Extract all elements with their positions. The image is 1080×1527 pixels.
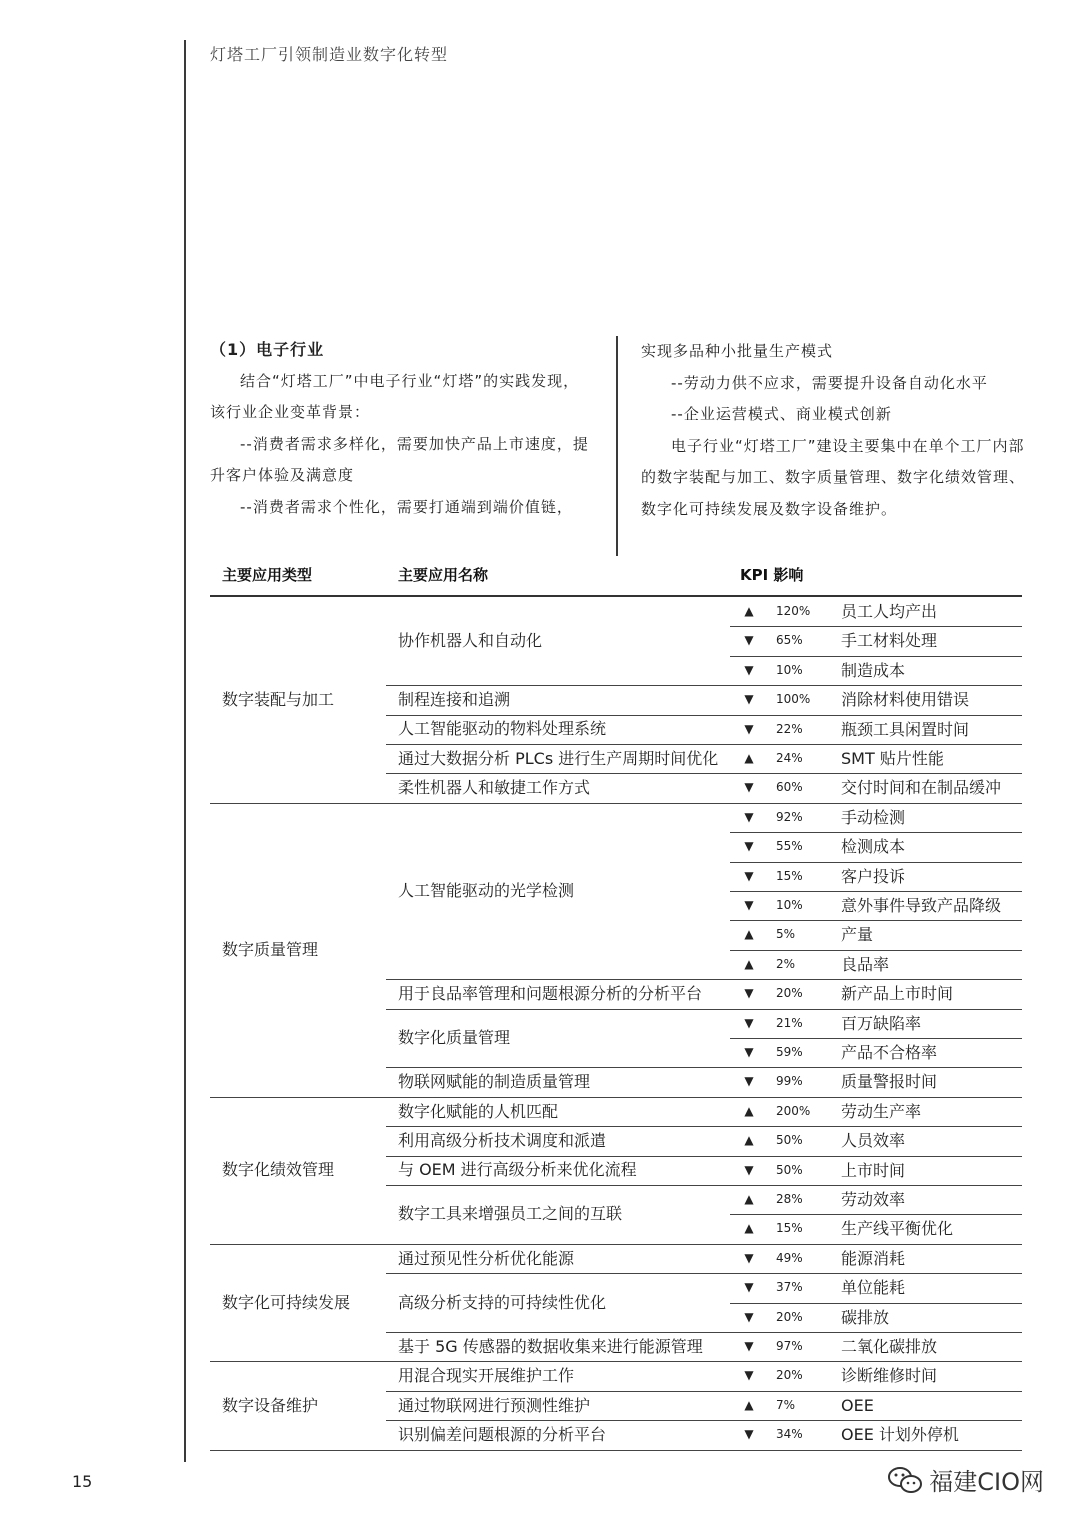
application-name: 柔性机器人和敏捷工作方式 — [398, 778, 591, 798]
up-arrow-icon: ▲ — [744, 604, 754, 618]
kpi-percent: 49% — [776, 1250, 803, 1265]
application-type: 数字质量管理 — [222, 939, 319, 959]
down-arrow-icon: ▼ — [744, 1280, 754, 1295]
running-header-title: 灯塔工厂引领制造业数字化转型 — [210, 45, 449, 64]
application-name: 用混合现实开展维护工作 — [398, 1366, 575, 1386]
application-name: 通过物联网进行预测性维护 — [398, 1395, 591, 1415]
kpi-percent: 24% — [776, 751, 803, 765]
kpi-name: 产量 — [841, 925, 874, 945]
application-row-divider — [386, 715, 1022, 716]
application-name: 人工智能驱动的光学检测 — [398, 881, 575, 900]
table-header — [210, 564, 1022, 594]
down-arrow-icon: ▼ — [744, 692, 754, 707]
kpi-name: 制造成本 — [841, 660, 906, 680]
kpi-percent: 20% — [776, 1309, 803, 1324]
application-name: 物联网赋能的制造质量管理 — [398, 1072, 591, 1092]
down-arrow-icon: ▼ — [744, 809, 754, 824]
kpi-name: 手动检测 — [841, 807, 906, 827]
application-name: 高级分析支持的可持续性优化 — [398, 1292, 607, 1312]
kpi-percent: 15% — [776, 868, 803, 883]
down-arrow-icon: ▼ — [744, 868, 754, 883]
kpi-percent: 60% — [776, 780, 803, 795]
application-row-divider — [386, 979, 1022, 980]
paragraph: --消费者需求个性化，需要打通端到端价值链， — [240, 497, 573, 516]
kpi-row — [210, 1009, 1022, 1038]
kpi-percent: 7% — [776, 1397, 796, 1412]
up-arrow-icon: ▲ — [744, 927, 754, 942]
paragraph: --消费者需求多样化，需要加快产品上市速度，提升客户体验及满意度 — [210, 434, 589, 484]
column-header-app: 主要应用名称 — [398, 566, 489, 584]
kpi-name: 客户投诉 — [841, 866, 906, 886]
kpi-name: 新产品上市时间 — [841, 984, 954, 1004]
kpi-percent: 97% — [776, 1339, 803, 1353]
kpi-percent: 99% — [776, 1074, 803, 1089]
column-header-kpi: KPI 影响 — [740, 566, 804, 584]
down-arrow-icon: ▼ — [744, 1309, 754, 1324]
kpi-name: 检测成本 — [841, 837, 906, 857]
kpi-row — [210, 597, 1022, 626]
type-group-divider — [210, 1097, 1022, 1098]
kpi-percent: 50% — [776, 1133, 803, 1148]
kpi-name: 碳排放 — [841, 1307, 890, 1327]
column-header-type: 主要应用类型 — [222, 566, 313, 584]
kpi-percent: 20% — [776, 1368, 803, 1383]
kpi-row — [210, 773, 1022, 802]
kpi-name: 诊断维修时间 — [841, 1366, 938, 1386]
application-type: 数字设备维护 — [222, 1395, 319, 1415]
up-arrow-icon: ▲ — [744, 1221, 754, 1236]
kpi-name: 上市时间 — [841, 1160, 906, 1180]
application-row-divider — [386, 1009, 1022, 1010]
application-name: 通过预见性分析优化能源 — [398, 1248, 575, 1268]
kpi-row — [210, 626, 1022, 655]
kpi-name: 能源消耗 — [841, 1248, 906, 1268]
application-row-divider — [386, 1391, 1022, 1392]
application-type: 数字装配与加工 — [222, 689, 335, 709]
application-type: 数字化可持续发展 — [222, 1292, 351, 1312]
section-title: （1）电子行业 — [210, 340, 325, 359]
down-arrow-icon: ▼ — [744, 898, 754, 912]
application-row-divider — [386, 744, 1022, 745]
kpi-name: 意外事件导致产品降级 — [841, 896, 1002, 915]
kpi-percent: 5% — [776, 927, 796, 942]
application-row-divider — [386, 1273, 1022, 1274]
kpi-name: 劳动效率 — [841, 1190, 906, 1209]
application-row-divider — [386, 1420, 1022, 1421]
application-name: 协作机器人和自动化 — [398, 631, 543, 651]
application-name: 利用高级分析技术调度和派遣 — [398, 1130, 607, 1150]
kpi-name: OEE — [841, 1395, 874, 1415]
type-group-divider — [210, 1450, 1022, 1451]
kpi-percent: 55% — [776, 839, 803, 854]
down-arrow-icon: ▼ — [744, 1368, 754, 1383]
down-arrow-icon: ▼ — [744, 1339, 754, 1353]
kpi-name: 二氧化碳排放 — [841, 1337, 938, 1356]
kpi-percent: 10% — [776, 662, 803, 677]
kpi-percent: 200% — [776, 1103, 811, 1118]
kpi-name: 单位能耗 — [841, 1278, 906, 1298]
application-name: 识别偏差问题根源的分析平台 — [398, 1424, 607, 1444]
kpi-row — [210, 1420, 1022, 1449]
kpi-percent: 92% — [776, 809, 803, 824]
kpi-name: 劳动生产率 — [841, 1101, 922, 1121]
down-arrow-icon: ▼ — [744, 1045, 754, 1059]
right-text-column — [641, 336, 1031, 525]
kpi-name: 质量警报时间 — [841, 1072, 938, 1092]
down-arrow-icon: ▼ — [744, 1250, 754, 1265]
application-row-divider — [386, 685, 1022, 686]
down-arrow-icon: ▼ — [744, 986, 754, 1001]
kpi-percent: 120% — [776, 604, 811, 618]
kpi-percent: 59% — [776, 1045, 803, 1059]
down-arrow-icon: ▼ — [744, 721, 754, 736]
application-row-divider — [386, 1067, 1022, 1068]
up-arrow-icon: ▲ — [744, 751, 754, 765]
application-row-divider — [386, 773, 1022, 774]
kpi-percent: 2% — [776, 956, 796, 971]
kpi-row — [210, 891, 1022, 920]
kpi-name: SMT 贴片性能 — [841, 749, 944, 768]
kpi-percent: 22% — [776, 721, 803, 736]
down-arrow-icon: ▼ — [744, 780, 754, 795]
type-group-divider — [210, 1244, 1022, 1245]
kpi-row — [210, 1067, 1022, 1096]
kpi-name: 交付时间和在制品缓冲 — [841, 778, 1002, 798]
application-name: 用于良品率管理和问题根源分析的分析平台 — [398, 983, 703, 1003]
down-arrow-icon: ▼ — [744, 839, 754, 854]
type-group-divider — [210, 803, 1022, 804]
kpi-name: 手工材料处理 — [841, 631, 938, 651]
kpi-row — [210, 1391, 1022, 1420]
kpi-percent: 20% — [776, 986, 803, 1001]
paragraph: --企业运营模式、商业模式创新 — [671, 405, 892, 423]
wechat-icon — [887, 1465, 923, 1495]
kpi-row — [210, 803, 1022, 832]
application-name: 人工智能驱动的物料处理系统 — [398, 719, 607, 739]
kpi-row — [210, 832, 1022, 861]
kpi-percent: 21% — [776, 1015, 803, 1030]
application-name: 通过大数据分析 PLCs 进行生产周期时间优化 — [398, 748, 719, 768]
brand-mark — [887, 1462, 1044, 1497]
kpi-row — [210, 920, 1022, 949]
down-arrow-icon: ▼ — [744, 662, 754, 677]
kpi-row — [210, 1097, 1022, 1126]
left-text-column — [210, 334, 590, 523]
up-arrow-icon: ▲ — [744, 1192, 754, 1206]
type-group-divider — [210, 1361, 1022, 1362]
application-name: 数字化质量管理 — [398, 1028, 511, 1047]
kpi-percent: 15% — [776, 1221, 803, 1236]
application-name: 数字化赋能的人机匹配 — [398, 1101, 559, 1121]
up-arrow-icon: ▲ — [744, 1133, 754, 1148]
kpi-name: 生产线平衡优化 — [841, 1219, 954, 1239]
kpi-row — [210, 950, 1022, 979]
kpi-name: 瓶颈工具闲置时间 — [841, 719, 970, 739]
application-name: 基于 5G 传感器的数据收集来进行能源管理 — [398, 1336, 703, 1356]
kpi-percent: 37% — [776, 1280, 803, 1295]
application-name: 与 OEM 进行高级分析来优化流程 — [398, 1160, 637, 1180]
application-row-divider — [386, 1332, 1022, 1333]
application-row-divider — [386, 1156, 1022, 1157]
kpi-name: OEE 计划外停机 — [841, 1425, 959, 1445]
up-arrow-icon: ▲ — [744, 956, 754, 971]
down-arrow-icon: ▼ — [744, 633, 754, 648]
up-arrow-icon: ▲ — [744, 1397, 754, 1412]
kpi-percent: 50% — [776, 1162, 803, 1177]
kpi-name: 良品率 — [841, 954, 890, 974]
kpi-name: 人员效率 — [841, 1131, 906, 1151]
page-number: 15 — [72, 1472, 93, 1491]
column-divider — [616, 336, 618, 556]
application-row-divider — [386, 1126, 1022, 1127]
down-arrow-icon: ▼ — [744, 1427, 754, 1442]
kpi-row — [210, 1244, 1022, 1273]
paragraph: 实现多品种小批量生产模式 — [641, 342, 834, 360]
down-arrow-icon: ▼ — [744, 1015, 754, 1030]
down-arrow-icon: ▼ — [744, 1074, 754, 1089]
application-name: 制程连接和追溯 — [398, 689, 511, 709]
kpi-row — [210, 862, 1022, 891]
kpi-percent: 100% — [776, 692, 811, 707]
kpi-row — [210, 1126, 1022, 1155]
kpi-name: 产品不合格率 — [841, 1043, 938, 1062]
down-arrow-icon: ▼ — [744, 1162, 754, 1177]
application-row-divider — [386, 1185, 1022, 1186]
kpi-row — [210, 656, 1022, 685]
kpi-row — [210, 1038, 1022, 1067]
kpi-row — [210, 715, 1022, 744]
kpi-percent: 10% — [776, 898, 803, 912]
application-type: 数字化绩效管理 — [222, 1160, 335, 1180]
left-margin-rule — [184, 40, 186, 1462]
paragraph: 电子行业“灯塔工厂”建设主要集中在单个工厂内部的数字装配与加工、数字质量管理、数字化绩效管理、数字化可持续发展及数字设备维护。 — [641, 436, 1026, 518]
application-name: 数字工具来增强员工之间的互联 — [398, 1204, 623, 1224]
brand-name: 福建CIO网 — [929, 1468, 1044, 1496]
paragraph: --劳动力供不应求，需要提升设备自动化水平 — [671, 373, 988, 392]
kpi-percent: 34% — [776, 1427, 803, 1442]
kpi-row — [210, 1361, 1022, 1390]
kpi-percent: 65% — [776, 633, 803, 648]
kpi-percent: 28% — [776, 1192, 803, 1206]
paragraph: 结合“灯塔工厂”中电子行业“灯塔”的实践发现，该行业企业变革背景： — [210, 371, 580, 421]
up-arrow-icon: ▲ — [744, 1103, 754, 1118]
kpi-name: 百万缺陷率 — [841, 1013, 922, 1033]
kpi-name: 消除材料使用错误 — [841, 690, 970, 710]
kpi-name: 员工人均产出 — [841, 602, 938, 621]
